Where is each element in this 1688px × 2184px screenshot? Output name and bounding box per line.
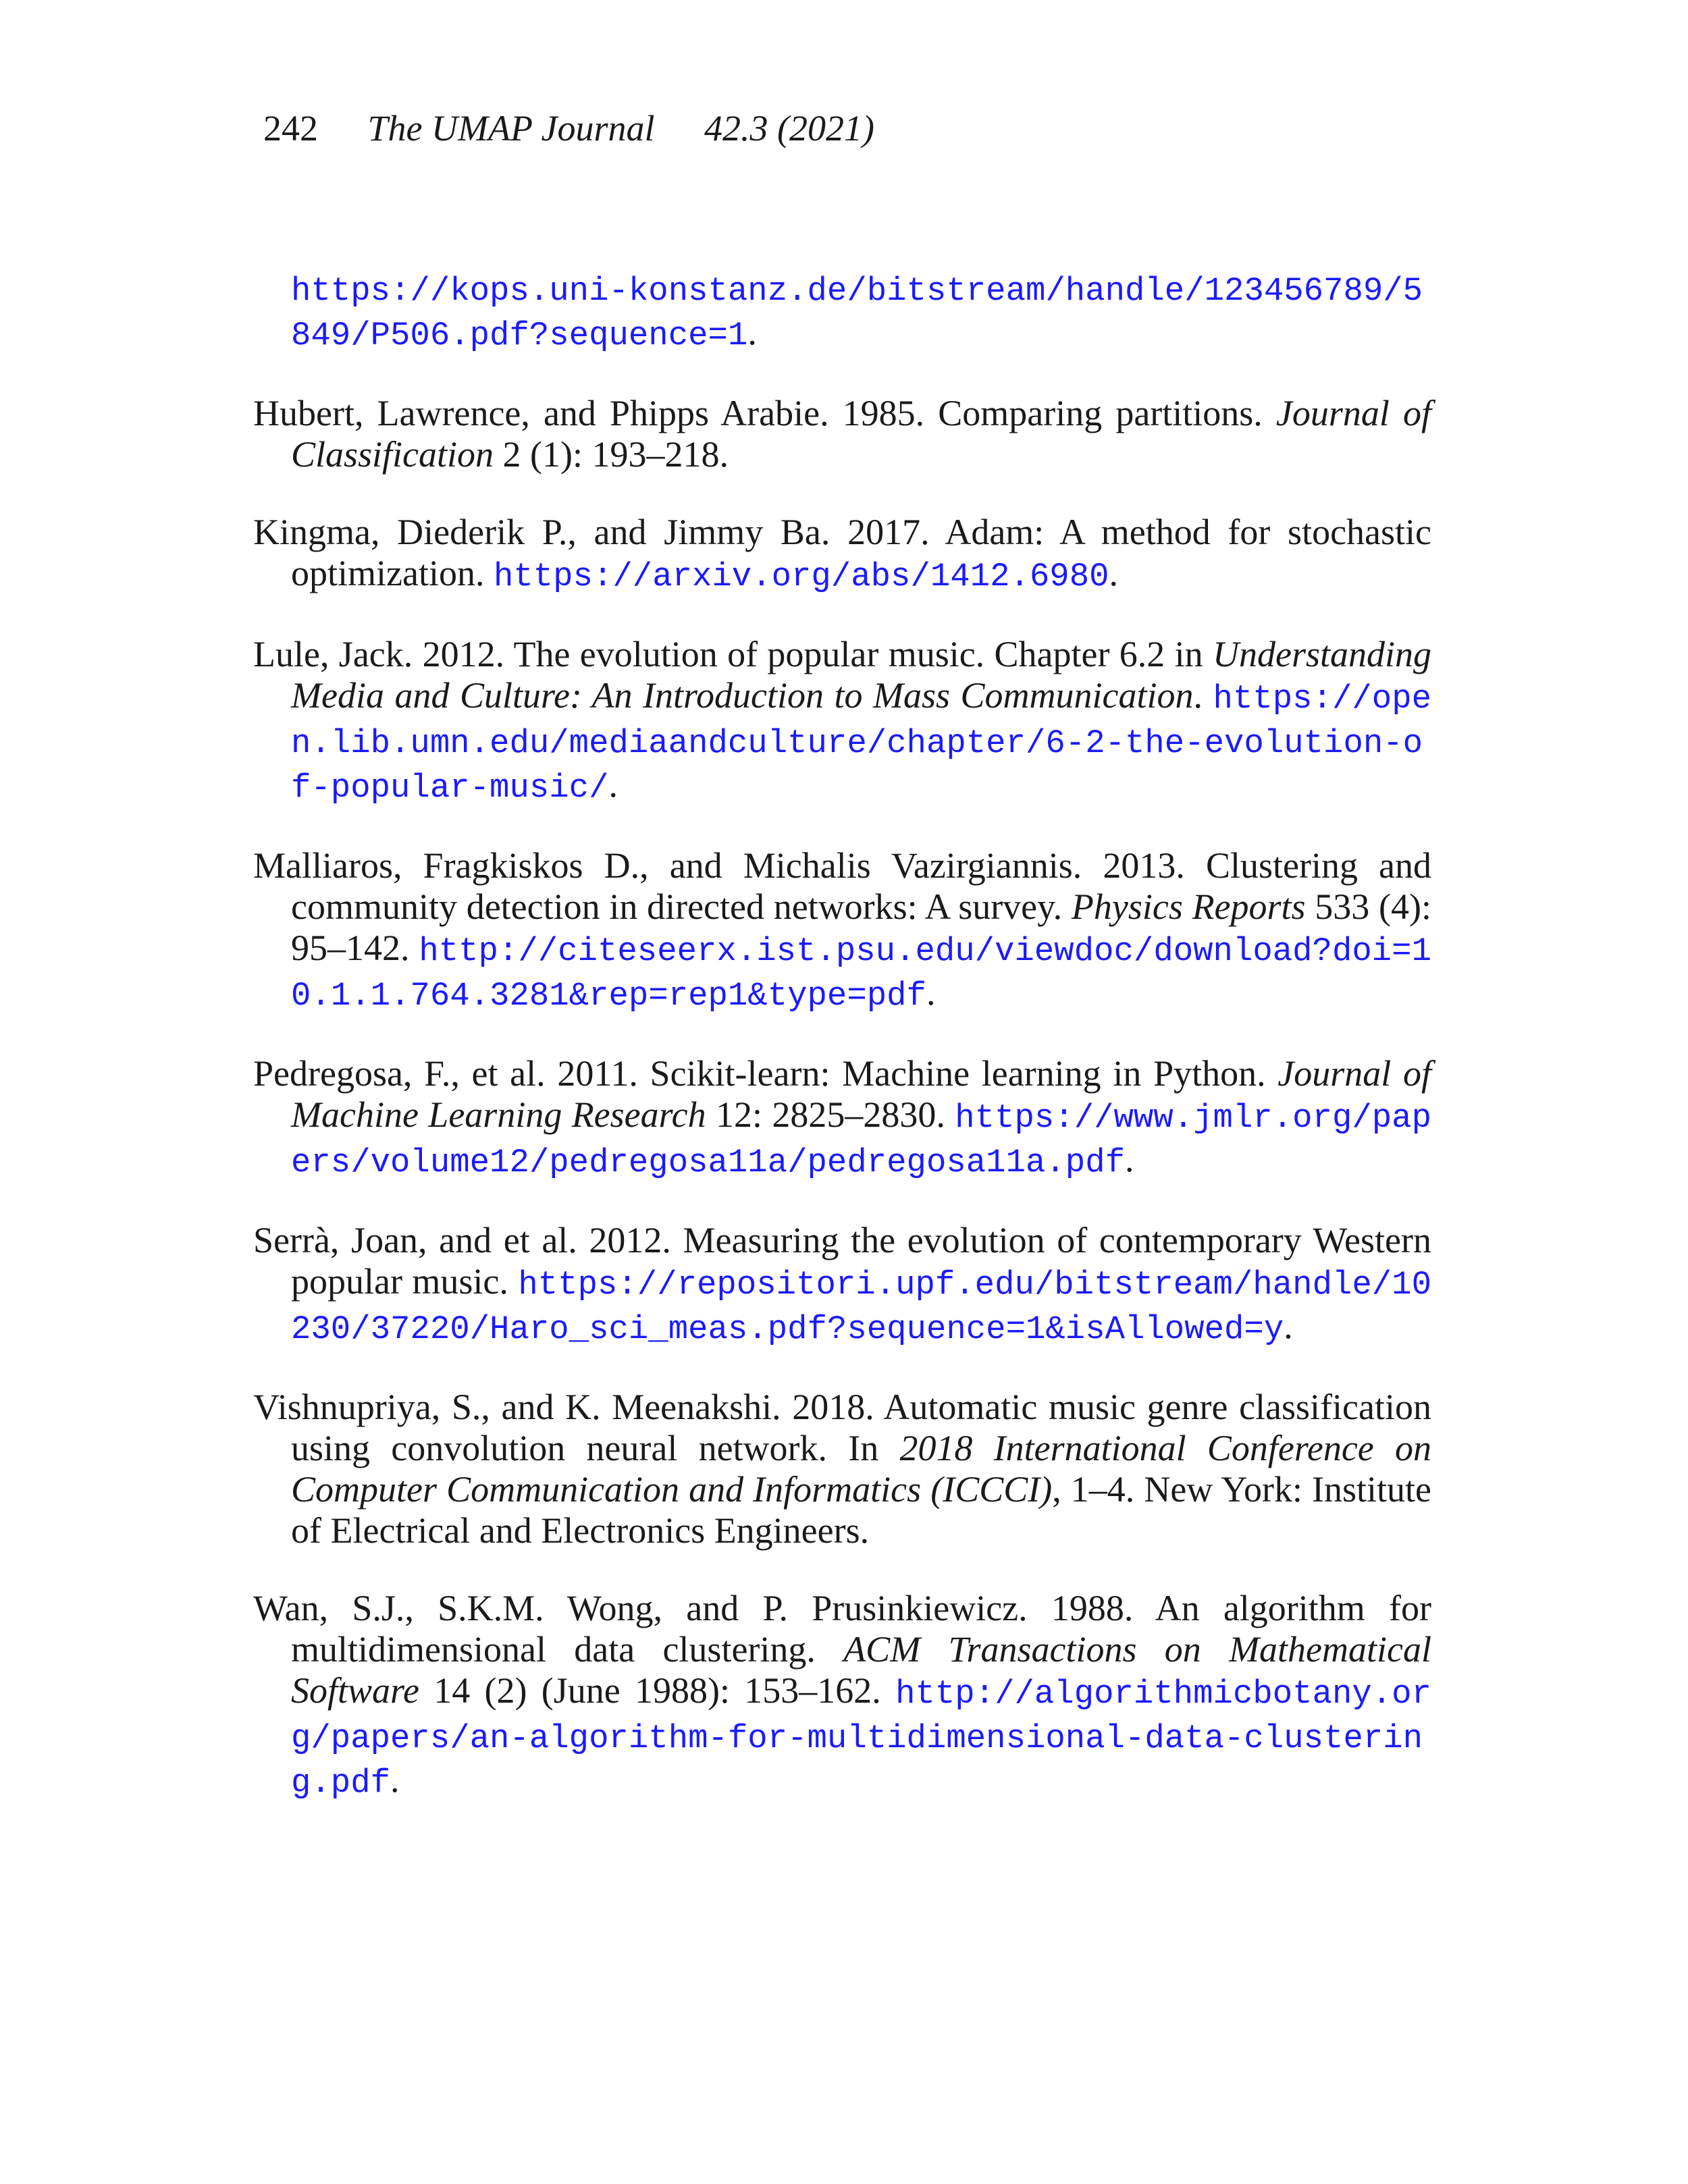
reference-list <box>253 231 1431 1824</box>
reference-source: Journal of Machine Learning Research <box>291 1053 1431 1135</box>
running-head <box>263 101 874 155</box>
reference-entry: Wan, S.J., S.K.M. Wong, and P. Prusinkiewicz. 1988. An algorithm for multidimensional data clustering. ACM Transactions on Mathematical Software 14 (2) (June 1988): 153–162. http://algorithmicbotany.org/papers/an-algorithm-for-multidimensional-data-clustering.pdf. <box>253 1588 1431 1802</box>
reference-link[interactable]: https://www.jmlr.org/papers/volume12/pedregosa11a/pedregosa11a.pdf <box>291 1099 1431 1181</box>
reference-entry: Malliaros, Fragkiskos D., and Michalis Vazirgiannis. 2013. Clustering and community detection in directed networks: A survey. Physics Reports 533 (4): 95–142. http://citeseerx.ist.psu.edu/viewdoc/download?doi=10.1.1.764.3281&rep=rep1&type=pdf. <box>253 845 1431 1015</box>
reference-entry: Kingma, Diederik P., and Jimmy Ba. 2017. Adam: A method for stochastic optimization. https://arxiv.org/abs/1412.6980. <box>253 512 1431 595</box>
journal-title: The UMAP Journal <box>367 108 655 149</box>
reference-link[interactable]: http://citeseerx.ist.psu.edu/viewdoc/download?doi=10.1.1.764.3281&rep=rep1&type=pdf <box>291 932 1431 1015</box>
reference-entry: Vishnupriya, S., and K. Meenakshi. 2018. Automatic music genre classification using convolution neural network. In 2018 International Conference on Computer Communication and Informatics (ICCCI), 1–4. New York: Institute of Electrical and Electronics Engineers. <box>253 1387 1431 1551</box>
reference-source: Physics Reports <box>1071 886 1306 927</box>
reference-source: 2018 International Conference on Computer Communication and Informatics (ICCCI) <box>291 1428 1431 1510</box>
reference-link[interactable]: https://repositori.upf.edu/bitstream/handle/10230/37220/Haro_sci_meas.pdf?sequence=1&isAllowed=y <box>291 1266 1431 1348</box>
reference-source: Journal of Classification <box>291 393 1431 475</box>
reference-entry: Hubert, Lawrence, and Phipps Arabie. 1985. Comparing partitions. Journal of Classification 2 (1): 193–218. <box>253 393 1431 475</box>
reference-source: ACM Transactions on Mathematical Software <box>291 1629 1431 1711</box>
reference-link[interactable]: http://algorithmicbotany.org/papers/an-algorithm-for-multidimensional-data-clustering.pdf <box>291 1675 1431 1802</box>
reference-source: Understanding Media and Culture: An Introduction to Mass Communication <box>291 634 1431 716</box>
reference-entry: Lule, Jack. 2012. The evolution of popular music. Chapter 6.2 in Understanding Media and Culture: An Introduction to Mass Communication. https://open.lib.umn.edu/mediaandculture/chapter/6-2-the-evolution-of-popular-music/. <box>253 634 1431 807</box>
reference-entry: Pedregosa, F., et al. 2011. Scikit-learn: Machine learning in Python. Journal of Machine Learning Research 12: 2825–2830. https://www.jmlr.org/papers/volume12/pedregosa11a/pedregosa11a.pdf. <box>253 1053 1431 1181</box>
reference-link[interactable]: https://arxiv.org/abs/1412.6980 <box>493 558 1109 595</box>
reference-link[interactable]: https://open.lib.umn.edu/mediaandculture/chapter/6-2-the-evolution-of-popular-music/ <box>291 680 1431 807</box>
journal-volume: 42.3 (2021) <box>704 108 874 149</box>
reference-entry: Serrà, Joan, and et al. 2012. Measuring the evolution of contemporary Western popular music. https://repositori.upf.edu/bitstream/handle/10230/37220/Haro_sci_meas.pdf?sequence=1&isAllowed=y. <box>253 1220 1431 1348</box>
reference-entry: https://kops.uni-konstanz.de/bitstream/handle/123456789/5849/P506.pdf?sequence=1. <box>291 272 1423 354</box>
page-number: 242 <box>263 108 318 149</box>
reference-link[interactable]: https://kops.uni-konstanz.de/bitstream/handle/123456789/5849/P506.pdf?sequence=1 <box>291 272 1423 354</box>
